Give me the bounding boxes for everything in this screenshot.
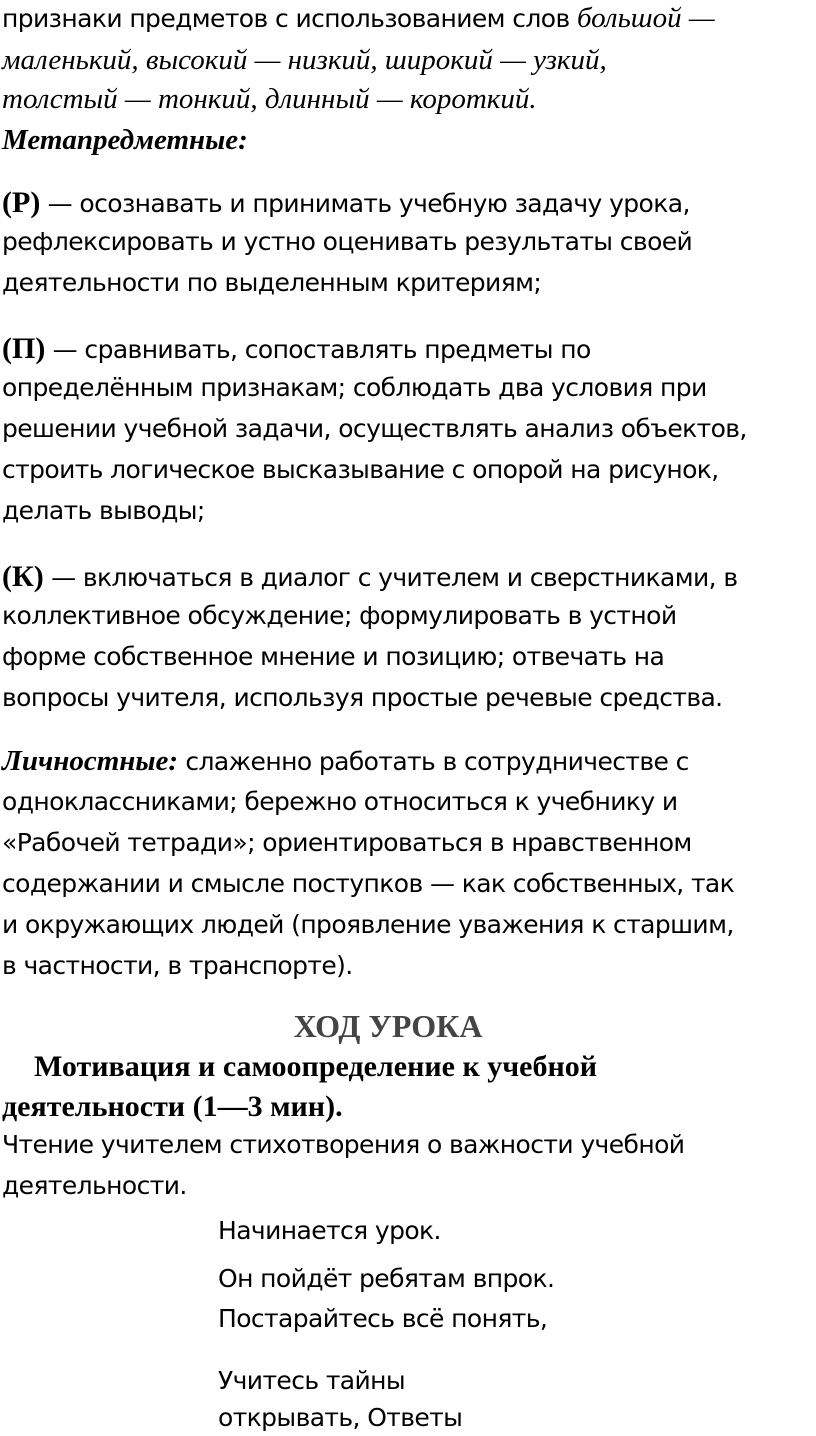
personal-line-5: и окружающих людей (проявление уважения к старшим, bbox=[2, 910, 734, 939]
personal-line-1 bbox=[2, 745, 689, 778]
poem-line: открывать, Ответы bbox=[218, 1403, 463, 1432]
lesson-text-line-1: Чтение учителем стихотворения о важности учебной bbox=[2, 1130, 685, 1159]
poem-line: Начинается урок. bbox=[218, 1216, 441, 1245]
cognitive-text: — сравнивать, сопоставлять предметы по bbox=[45, 335, 591, 364]
communicative-marker: (К) bbox=[2, 560, 44, 593]
cognitive-line-3: решении учебной задачи, осуществлять анализ объектов, bbox=[2, 414, 747, 443]
poem-line: Постарайтесь всё понять, bbox=[218, 1304, 548, 1333]
personal-line-2: одноклассниками; бережно относиться к учебнику и bbox=[2, 787, 678, 816]
cognitive-line-4: строить логическое высказывание с опорой на рисунок, bbox=[2, 455, 719, 484]
intro-line-3 bbox=[2, 83, 537, 116]
intro-italic-words: толстый — тонкий, длинный — короткий bbox=[2, 83, 530, 115]
personal-label: Личностные: bbox=[2, 745, 179, 777]
communicative-line-1 bbox=[2, 560, 738, 594]
lesson-text-line-2: деятельности. bbox=[2, 1171, 187, 1200]
regulatory-line-1 bbox=[2, 186, 690, 220]
communicative-line-2: коллективное обсуждение; формулировать в устной bbox=[2, 601, 677, 630]
intro-line-1 bbox=[2, 2, 715, 35]
cognitive-line-1 bbox=[2, 332, 591, 366]
stage-heading-line-1: Мотивация и самоопределение к учебной bbox=[34, 1050, 598, 1083]
communicative-line-4: вопросы учителя, используя простые речевые средства. bbox=[2, 683, 723, 712]
personal-text: слаженно работать в сотрудничестве с bbox=[178, 747, 689, 776]
intro-italic-words: большой — bbox=[576, 2, 715, 34]
poem-line: Он пойдёт ребятам впрок. bbox=[218, 1264, 555, 1293]
regulatory-line-2: рефлексировать и устно оценивать результаты своей bbox=[2, 227, 693, 256]
metasubject-heading: Метапредметные: bbox=[2, 124, 248, 156]
regulatory-text: — осознавать и принимать учебную задачу урока, bbox=[40, 189, 690, 218]
regulatory-marker: (Р) bbox=[2, 186, 41, 219]
stage-heading-line-2: деятельности (1—3 мин). bbox=[2, 1090, 343, 1123]
personal-line-6: в частности, в транспорте). bbox=[2, 951, 353, 980]
cognitive-line-5: делать выводы; bbox=[2, 496, 205, 525]
cognitive-line-2: определённым признакам; соблюдать два условия при bbox=[2, 373, 707, 402]
communicative-text: — включаться в диалог с учителем и сверстниками, в bbox=[43, 563, 738, 592]
intro-line-2: маленький, высокий — низкий, широкий — узкий, bbox=[2, 44, 607, 76]
poem-line: Учитесь тайны bbox=[218, 1366, 406, 1395]
personal-line-3: «Рабочей тетради»; ориентироваться в нравственном bbox=[2, 828, 692, 857]
personal-line-4: содержании и смысле поступков — как собственных, так bbox=[2, 869, 735, 898]
cognitive-marker: (П) bbox=[2, 332, 46, 365]
intro-text: признаки предметов с использованием слов bbox=[2, 4, 577, 33]
lesson-title: ХОД УРОКА bbox=[293, 1008, 483, 1044]
intro-period: . bbox=[529, 83, 537, 115]
communicative-line-3: форме собственное мнение и позицию; отвечать на bbox=[2, 642, 665, 671]
regulatory-line-3: деятельности по выделенным критериям; bbox=[2, 268, 542, 297]
